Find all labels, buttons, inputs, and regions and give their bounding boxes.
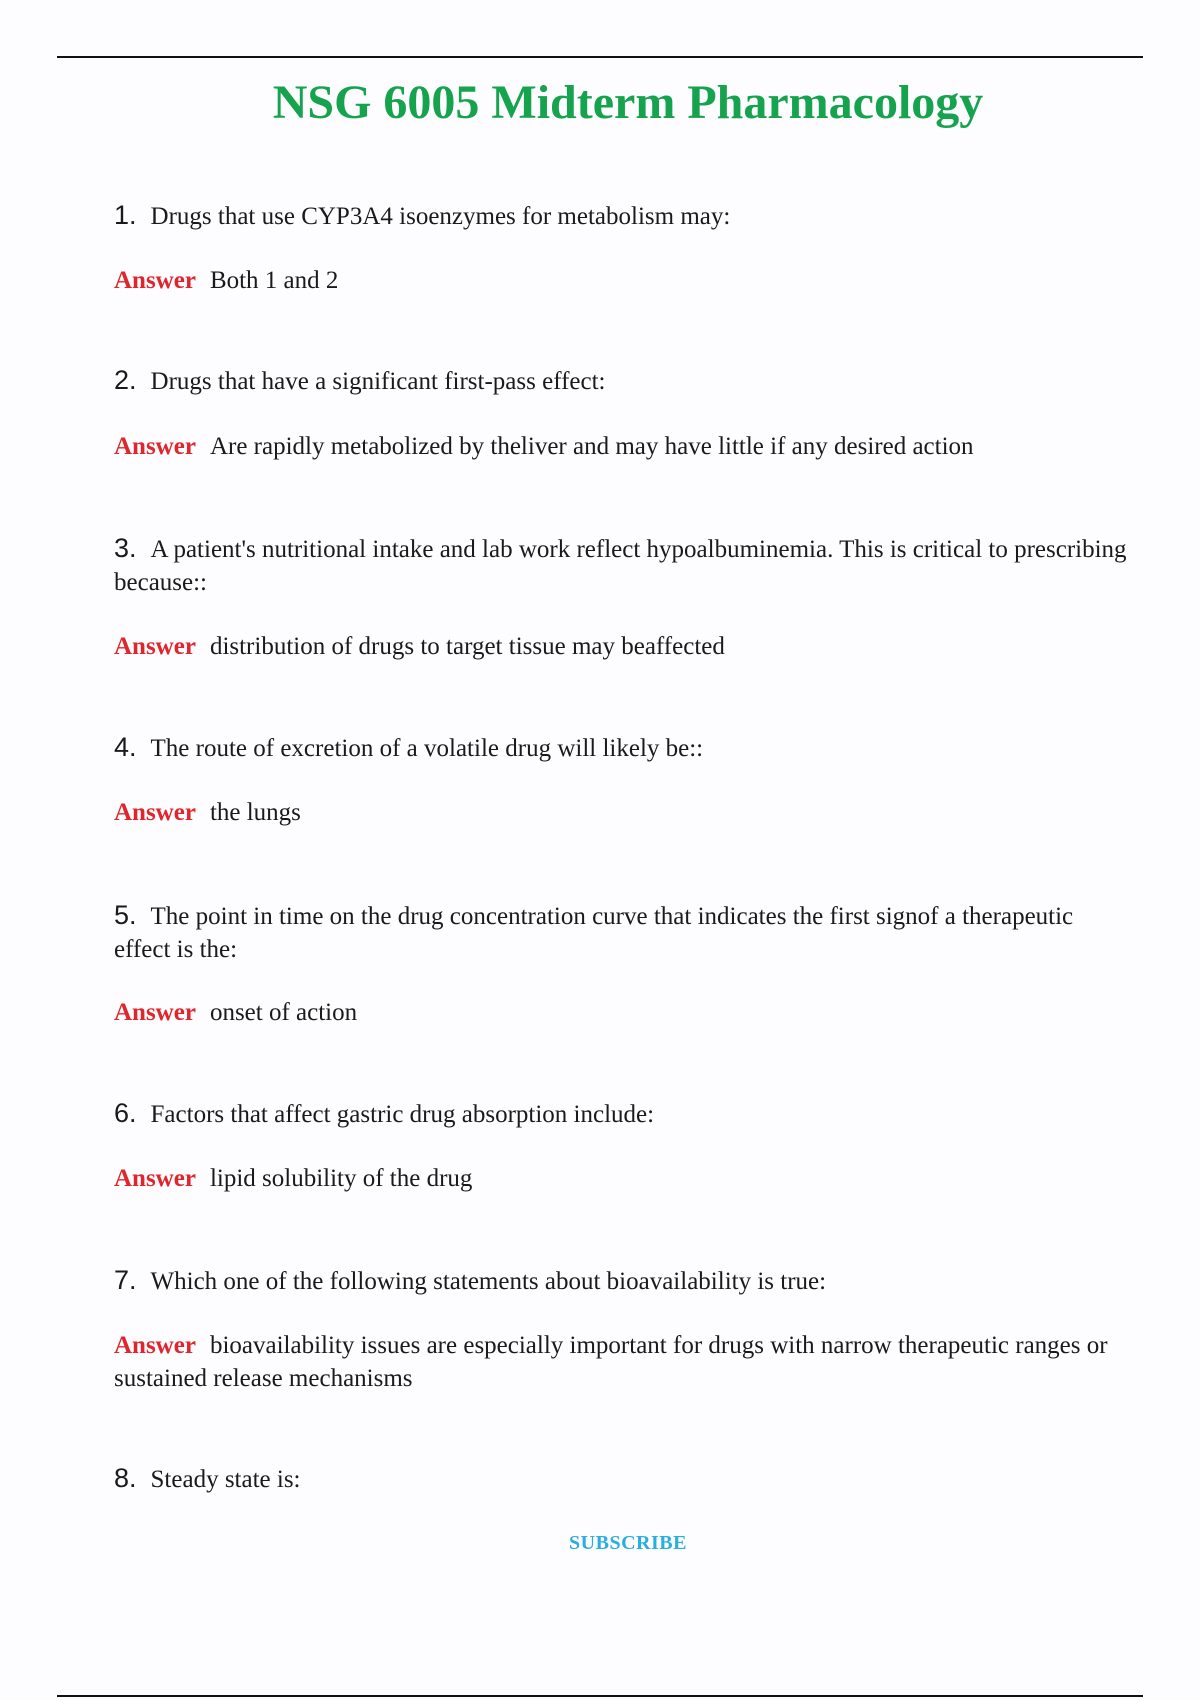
question-item: [114, 364, 1134, 398]
answer-label: Answer: [114, 633, 196, 660]
question-item: [114, 199, 1134, 233]
answer-item: [114, 1329, 1134, 1395]
answer-text: Both 1 and 2: [209, 267, 339, 294]
answer-text: lipid solubility of the drug: [209, 1165, 473, 1192]
subscribe-link[interactable]: SUBSCRIBE: [569, 1532, 687, 1554]
question-item: [114, 1462, 1134, 1496]
question-item: [114, 1264, 1134, 1298]
question-text: Which one of the following statements about bioavailability is true:: [150, 1268, 827, 1295]
document-title: NSG 6005 Midterm Pharmacology: [272, 76, 984, 129]
question-text: Steady state is:: [150, 1466, 301, 1493]
question-item: [114, 899, 1134, 966]
question-number: 4.: [114, 732, 137, 762]
question-item: [114, 1097, 1134, 1131]
question-item: [114, 532, 1134, 599]
answer-label: Answer: [114, 999, 196, 1026]
answer-item: [114, 430, 1134, 463]
answer-item: [114, 1162, 1134, 1195]
question-number: 8.: [114, 1463, 137, 1493]
question-text: A patient's nutritional intake and lab work reflect hypoalbuminemia. This is critical to prescribing because::: [114, 536, 1127, 596]
question-number: 2.: [114, 365, 137, 395]
answer-label: Answer: [114, 267, 196, 294]
question-text: The route of excretion of a volatile drug will likely be::: [150, 735, 704, 762]
answer-text: Are rapidly metabolized by theliver and may have little if any desired action: [209, 433, 974, 460]
answer-label: Answer: [114, 799, 196, 826]
answer-text: onset of action: [209, 999, 358, 1026]
question-number: 6.: [114, 1098, 137, 1128]
answer-item: [114, 630, 1134, 663]
answer-text: distribution of drugs to target tissue may beaffected: [209, 633, 725, 660]
answer-item: [114, 796, 1134, 829]
answer-text: bioavailability issues are especially important for drugs with narrow therapeutic ranges or sustained release mechanisms: [114, 1332, 1108, 1392]
answer-item: [114, 996, 1134, 1029]
answer-text: the lungs: [209, 799, 301, 826]
answer-label: Answer: [114, 1332, 196, 1359]
question-text: Drugs that have a significant first-pass effect:: [150, 368, 606, 395]
answer-label: Answer: [114, 1165, 196, 1192]
question-item: [114, 731, 1134, 765]
bottom-rule: [57, 1695, 1143, 1697]
question-text: The point in time on the drug concentration curve that indicates the first signof a therapeutic effect is the:: [114, 903, 1074, 963]
question-number: 5.: [114, 900, 137, 930]
question-text: Drugs that use CYP3A4 isoenzymes for metabolism may:: [150, 203, 731, 230]
question-number: 3.: [114, 533, 137, 563]
answer-label: Answer: [114, 433, 196, 460]
question-text: Factors that affect gastric drug absorption include:: [150, 1101, 655, 1128]
question-number: 7.: [114, 1265, 137, 1295]
question-number: 1.: [114, 200, 137, 230]
answer-item: [114, 264, 1134, 297]
